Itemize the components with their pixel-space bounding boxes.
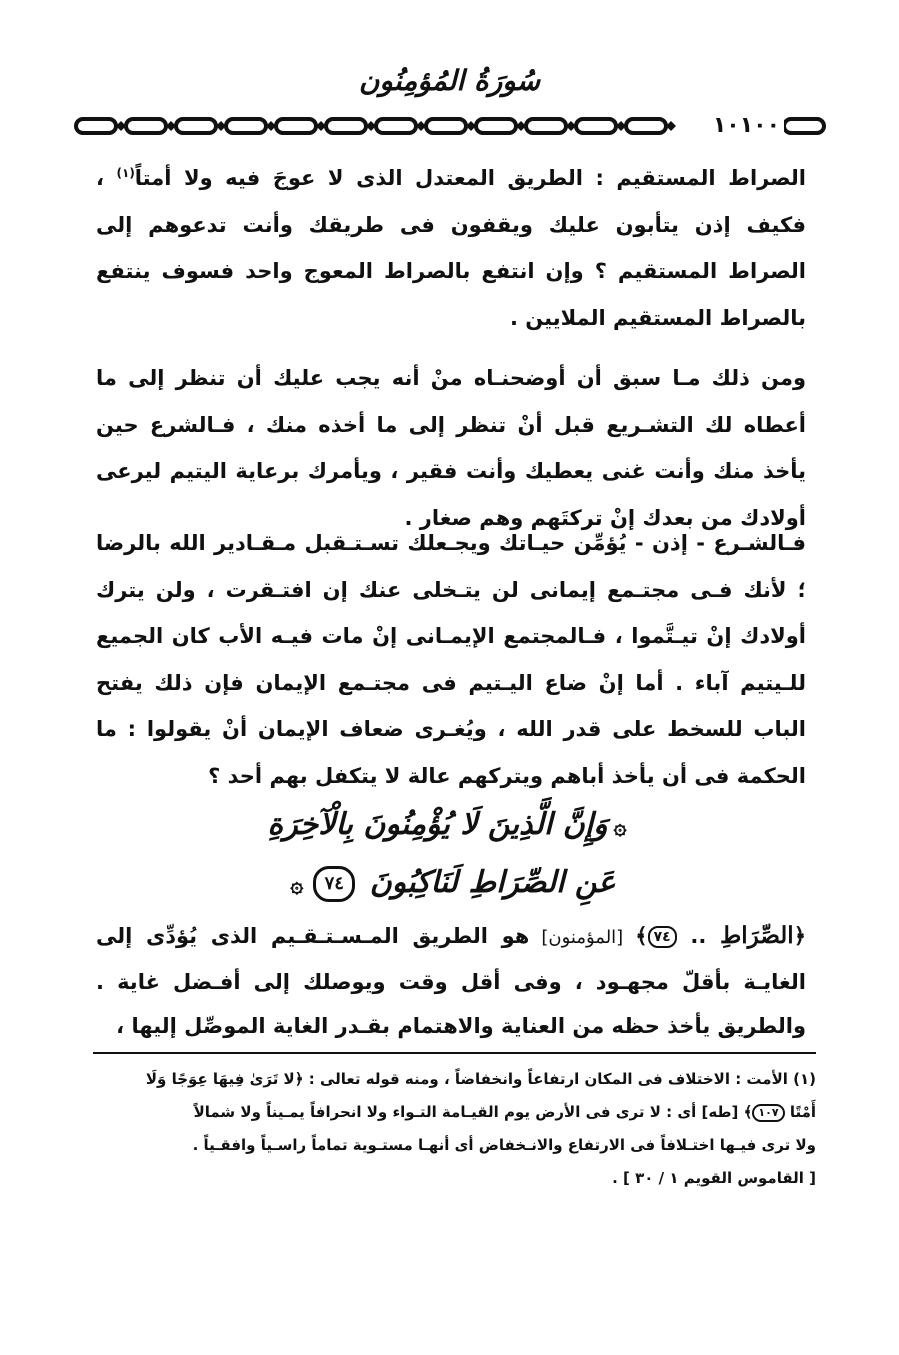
surah-title: سُورَةُ المُؤمِنُون <box>358 64 541 97</box>
chain-diamond <box>666 121 676 131</box>
chain-link <box>784 119 824 133</box>
verse-open-ornament-icon: ۞ <box>613 814 627 840</box>
footnote-line-2 <box>96 1096 816 1129</box>
footnote-divider <box>93 1052 816 1054</box>
footnote-quoted-word: أَمْتًا <box>789 1103 816 1121</box>
ayah-ref-badge: ٧٤ <box>648 926 677 948</box>
quran-verse-line-1 <box>200 800 700 850</box>
footnote-line-4: [ القاموس القويم ١ / ٣٠ ] . <box>612 1169 816 1187</box>
decorative-border <box>72 110 832 142</box>
chain-link <box>626 119 666 133</box>
footnote-line-2-text: ﴾ [طه] أى : لا ترى فى الأرض يوم القيـامة التـواء ولا انحرافاً يمـيناً ولا شمالاً <box>193 1103 753 1121</box>
chain-link <box>76 119 116 133</box>
verse-close-ornament-icon: ۞ <box>290 872 304 898</box>
footnote-ref-mark[interactable]: (١) <box>116 166 135 180</box>
chain-link <box>326 119 366 133</box>
quote-close-brace: ﴾ <box>635 924 648 948</box>
chain-link <box>426 119 466 133</box>
paragraph-3-text: فـالشـرع - إذن - يُؤمِّن حيـاتك ويجـعلك تسـتـقبل مـقـادير الله بالرضا ؛ لأنك فـى مجتـمع إيمانى لن يتـخلى عنك إن افتـقرت ، ولن يترك أولادك إنْ تيـتَّموا ، فـالمجتمع الإيمـانى إنْ مات فيـه الأب كان الجميع للـيتيم آباء . أما إنْ ضاع اليـتيم فى مجتـمع الإيمان فإن ذلك يفتح الباب للسخط على قدر الله ، ويُغـرى ضعاف الإيمان أنْ يقولوا : ما الحكمة فى أن يأخذ أباهم ويتركهم عالة لا يتكفل بهم أحد ؟ <box>96 531 806 788</box>
footnote-ayah-badge: ١٠٧ <box>752 1104 784 1122</box>
chain-link <box>576 119 616 133</box>
chain-link <box>126 119 166 133</box>
chain-link <box>476 119 516 133</box>
chain-link <box>526 119 566 133</box>
paragraph-4 <box>96 914 806 1048</box>
verse-line-2-text: عَنِ الصِّرَاطِ لَنَاكِبُونَ <box>369 865 616 900</box>
chain-link <box>176 119 216 133</box>
quote-open-brace: ﴿ <box>793 924 806 948</box>
paragraph-1 <box>96 150 806 341</box>
quoted-word: الصِّرَاطِ <box>719 922 794 949</box>
chain-link <box>226 119 266 133</box>
paragraph-2 <box>96 355 806 541</box>
quran-verse-line-2 <box>200 858 700 908</box>
paragraph-1-text-b: ، فكيف إذن يتأبون عليك ويقفون فى طريقك وأنت تدعوهم إلى الصراط المستقيم ؟ وإن انتفع بالصراط المعوج واحد فسوف ينتفع بالصراط المستقيم الملايين . <box>96 166 806 330</box>
page-number: ١٠١٠٠ <box>709 110 784 142</box>
paragraph-3 <box>96 520 806 799</box>
footnotes <box>96 1063 816 1195</box>
surah-header <box>0 55 899 107</box>
surah-reference: [المؤمنون] <box>529 927 636 948</box>
quote-dots: .. <box>676 924 720 948</box>
paragraph-4-text: هو الطريق المـسـتـقـيم الذى يُؤدِّى إلى الغايـة بأقلّ مجهـود ، وفى أقل وقت ويوصلك إلى أفـضل غاية . والطريق يأخذ حظه من العناية والاهتمام بقـدر الغاية الموصِّل إليها ، <box>96 924 806 1038</box>
footnote-line-3: ولا ترى فيـها اختـلافاً فى الارتفاع والانـخفاض أى أنهـا مستـوية تماماً راسـياً وافقـياً . <box>192 1136 816 1154</box>
footnote-line-1: (١) الأمت : الاختلاف فى المكان ارتفاعاً وانخفاضاً ، ومنه قوله تعالى : ﴿لا تَرَىٰ فِيهَا عِوَجًا وَلَا <box>145 1070 816 1088</box>
verse-line-1-text: وَإِنَّ الَّذِينَ لَا يُؤْمِنُونَ بِالْآخِرَةِ <box>267 807 608 842</box>
chain-link <box>376 119 416 133</box>
paragraph-1-text-a: الصراط المستقيم : الطريق المعتدل الذى لا عوجَ فيه ولا أمتاً <box>134 166 806 190</box>
ayah-number-medallion: ٧٤ <box>313 866 355 902</box>
chain-link <box>276 119 316 133</box>
paragraph-2-text: ومن ذلك مـا سبق أن أوضحنـاه منْ أنه يجب عليك أن تنظر إلى ما أعطاه لك التشـريع قبل أنْ تنظر إلى ما أخذه منك ، فـالشرع حين يأخذ منك وأنت غنى يعطيك وأنت فقير ، ويأمرك برعاية اليتيم ليرعى أولادك من بعدك إنْ تركتَهم وهم صغار . <box>96 366 806 530</box>
